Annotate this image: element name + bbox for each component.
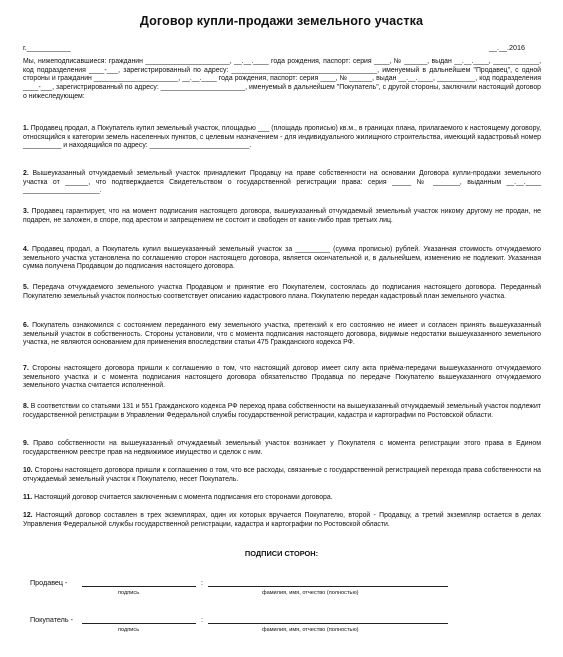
seller-label: Продавец -: [30, 578, 68, 587]
clause-1: 1. Продавец продал, а Покупатель купил земельный участок, площадью ___ (площадь прописью) кв.м., в границах плана, прилагаемого к настоящему договору, относящийся к категории земель населенных пунктов, с целевым назначением - для индивидуального жилищного строительства, имеющий кадастровый номер __________ и находящийся по адресу: __________________________.: [23, 125, 541, 150]
signatures-title: ПОДПИСИ СТОРОН:: [244, 549, 319, 558]
clause-12: 12. Настоящий договор составлен в трех экземплярах, один их которых вручается Покупателю, второй - Продавцу, а третий экземпляр остается в делах Управления Федеральной службы государственной регистрации, кадастра и картографии по Ростовской области.: [23, 512, 541, 528]
seller-sign-caption: подпись: [118, 590, 140, 596]
clause-9: 9. Право собственности на вышеуказанный отчуждаемый земельный участок возникает у Покупателя с момента регистрации этого права в Едином государственном реестре прав на недвижимое имущество и сделок с ним.: [23, 440, 541, 456]
clause-3: 3. Продавец гарантирует, что на момент подписания настоящего договора, вышеуказанный отчуждаемый земельный участок никому другому не продан, не подарен, не заложен, в споре, под арестом и запрещением не состоит и свободен от каких-либо прав третьих лиц.: [23, 208, 541, 224]
clause-6: 6. Покупатель ознакомился с состоянием переданного ему земельного участка, претензий к его состоянию не имеет и согласен принять вышеуказанный земельный участок в собственность. Стороны установили, что с момента подписания настоящего договора, видимые недостатки вышеуказанного земельного участка, не являются основанием для применения впоследствии статьи 475 Гражданского кодекса РФ.: [23, 322, 541, 347]
clause-11: 11. Настоящий договор считается заключенным с момента подписания его сторонами договора.: [23, 494, 333, 501]
buyer-name-line[interactable]: [208, 623, 448, 624]
parties-intro: Мы, нижеподписавшиеся: гражданин ______________________, __.__.____ года рождения, паспорт: серия ____, № ______, выдан __.__.____, ____________, код подразделения ____-___, зарегистрированный по адресу: ______________________________________, именуемый в дальнейшем "Продавец", с одной стороны и гражданин ______________________, __.__.____ года рождения, паспорт: серия ____, № ______, выдан __.__.____, __________, код подразделения ____-___, зарегистрированный по адресу: ______________________, именуемый в дальнейшем "Покупатель", с другой стороны, заключили настоящий договор о нижеследующем:: [23, 58, 541, 100]
seller-colon: :: [201, 578, 203, 587]
clause-8: 8. В соответствии со статьями 131 и 551 Гражданского кодекса РФ переход права собственности на вышеуказанный отчуждаемый земельный участок подлежит государственной регистрации в Управлении Федеральной службы государственной регистрации, кадастра и картографии по Ростовской области.: [23, 403, 541, 419]
buyer-signature-line[interactable]: [82, 623, 196, 624]
clause-2: 2. Вышеуказанный отчуждаемый земельный участок принадлежит Продавцу на праве собственности на основании Договора купли-продажи земельного участка от ______, что подтверждается Свидетельством о государственной регистрации права: серия _____ № _______, выданным __.__.____ ____________________.: [23, 170, 542, 195]
seller-signature-row: [30, 578, 530, 598]
buyer-colon: :: [201, 615, 203, 624]
buyer-sign-caption: подпись: [118, 627, 140, 633]
clause-5: 5. Передача отчуждаемого земельного участка Продавцом и принятие его Покупателем, состоялась до подписания настоящего договора. Переданный Покупателю земельный участок полностью соответствует описанию кадастрового плана. Покупателю передан кадастровый план земельного участка.: [23, 284, 542, 300]
seller-name-caption: фамилия, имя, отчество (полностью): [262, 590, 359, 596]
seller-name-line[interactable]: [208, 586, 448, 587]
buyer-signature-row: [30, 615, 530, 635]
buyer-name-caption: фамилия, имя, отчество (полностью): [262, 627, 359, 633]
seller-signature-line[interactable]: [82, 586, 196, 587]
clause-4: 4. Продавец продал, а Покупатель купил вышеуказанный земельный участок за _________ (сумма прописью) рублей. Указанная стоимость отчуждаемого земельного участка установлена по соглашению сторон настоящего договора, является окончательной и, в дальнейшем, изменению не подлежит. Указанная сумма получена Продавцом до подписания настоящего договора.: [23, 246, 541, 271]
document-title: Договор купли-продажи земельного участка: [139, 14, 424, 28]
clause-10: 10. Стороны настоящего договора пришли к соглашению о том, что все расходы, связанные с государственной регистрацией перехода права собственности на отчуждаемый земельный участок к Покупателю, несет Покупатель.: [23, 467, 541, 483]
city-field: г.___________: [23, 43, 71, 52]
clause-7: 7. Стороны настоящего договора пришли к соглашению о том, что настоящий договор имеет силу акта приёма-передачи вышеуказанного отчуждаемого земельного участка и с момента подписания настоящего договора обязательство Продавца по передаче Покупателю вышеуказанного отчуждаемого земельного участка считается исполненной.: [23, 365, 541, 390]
buyer-label: Покупатель -: [30, 615, 74, 624]
date-field: __.__.2016: [489, 43, 525, 52]
